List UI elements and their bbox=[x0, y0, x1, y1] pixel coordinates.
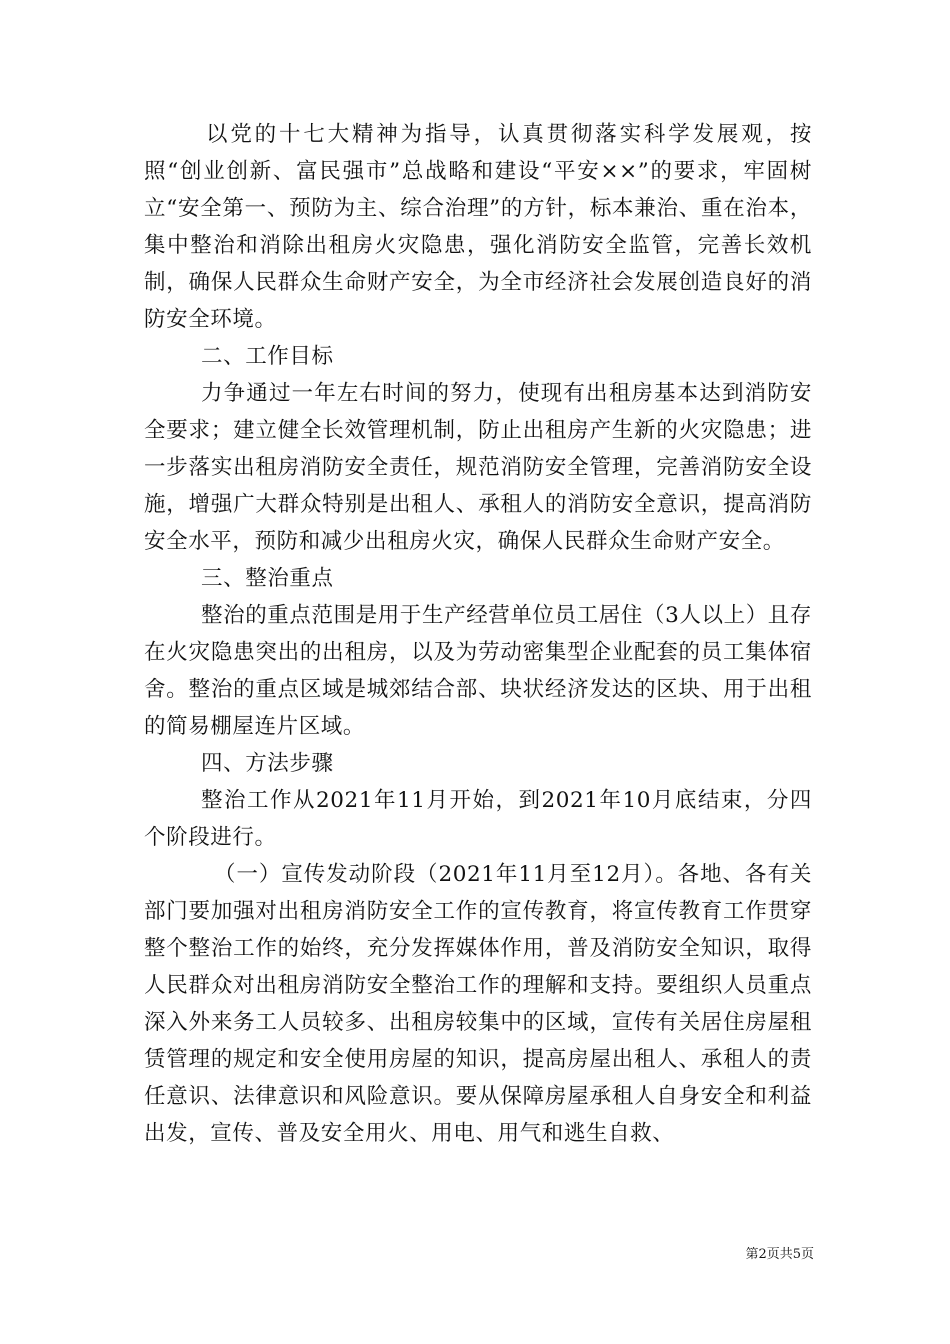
document-body bbox=[144, 116, 812, 1152]
paragraph-work-goals: 力争通过一年左右时间的努力，使现有出租房基本达到消防安全要求；建立健全长效管理机制，防止出租房产生新的火灾隐患；进一步落实出租房消防安全责任，规范消防安全管理，完善消防安全设施，增强广大群众特别是出租人、承租人的消防安全意识，提高消防安全水平，预防和减少出租房火灾，确保人民群众生命财产安全。 bbox=[144, 381, 812, 554]
paragraph-publicity-stage: （一）宣传发动阶段（2021年11月至12月）。各地、各有关部门要加强对出租房消防安全工作的宣传教育，将宣传教育工作贯穿整个整治工作的始终，充分发挥媒体作用，普及消防安全知识，取得人民群众对出租房消防安全整治工作的理解和支持。要组织人员重点深入外来务工人员较多、出租房较集中的区域，宣传有关居住房屋租赁管理的规定和安全使用房屋的知识，提高房屋出租人、承租人的责任意识、法律意识和风险意识。要从保障房屋承租人自身安全和利益出发，宣传、普及安全用火、用电、用气和逃生自救、 bbox=[144, 862, 812, 1146]
paragraph-guiding-principle: 以党的十七大精神为指导，认真贯彻落实科学发展观，按照“创业创新、富民强市”总战略和建设“平安××”的要求，牢固树立“安全第一、预防为主、综合治理”的方针，标本兼治、重在治本，集中整治和消除出租房火灾隐患，强化消防安全监管，完善长效机制，确保人民群众生命财产安全，为全市经济社会发展创造良好的消防安全环境。 bbox=[144, 122, 812, 332]
section-heading-work-goals: 二、工作目标 bbox=[201, 344, 334, 369]
paragraph-timeline: 整治工作从2021年11月开始，到2021年10月底结束，分四个阶段进行。 bbox=[144, 788, 812, 850]
section-heading-key-points: 三、整治重点 bbox=[201, 566, 334, 591]
section-heading-methods-steps: 四、方法步骤 bbox=[201, 751, 334, 776]
paragraph-key-points: 整治的重点范围是用于生产经营单位员工居住（3人以上）且存在火灾隐患突出的出租房，以及为劳动密集型企业配套的员工集体宿舍。整治的重点区域是城郊结合部、块状经济发达的区块、用于出租的简易棚屋连片区域。 bbox=[144, 603, 812, 739]
page-number-footer: 第2页共5页 bbox=[745, 1247, 814, 1262]
